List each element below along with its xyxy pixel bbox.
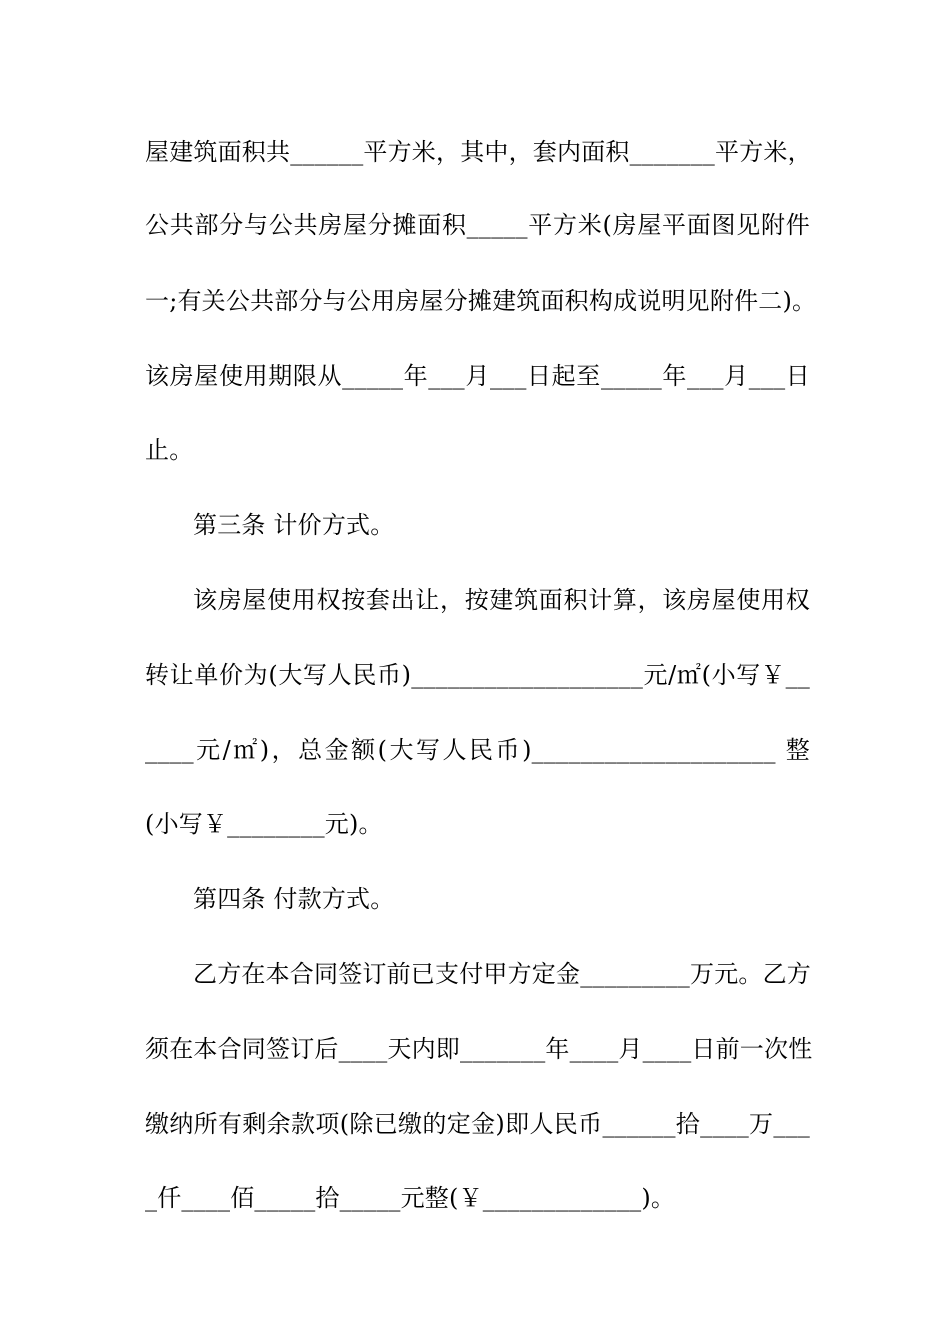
paragraph-line: 一;有关公共部分与公用房屋分摊建筑面积构成说明见附件二)。 <box>145 287 817 315</box>
paragraph-line: (小写￥________元)。 <box>145 810 383 838</box>
paragraph-line: _仟____佰_____拾_____元整(￥_____________)。 <box>145 1184 676 1212</box>
paragraph-line: 止。 <box>145 436 194 464</box>
paragraph-line: 公共部分与公共房屋分摊面积_____平方米(房屋平面图见附件 <box>145 211 810 239</box>
paragraph-line: 乙方在本合同签订前已支付甲方定金_________万元。乙方 <box>193 960 811 988</box>
section-heading: 第四条 付款方式。 <box>193 885 395 913</box>
paragraph-line: 屋建筑面积共______平方米，其中，套内面积_______平方米， <box>145 138 812 166</box>
paragraph-line: ____元/㎡)，总金额(大写人民币)____________________ 整 <box>145 736 810 764</box>
paragraph-line: 该房屋使用权按套出让，按建筑面积计算，该房屋使用权 <box>193 586 810 614</box>
paragraph-line: 缴纳所有剩余款项(除已缴的定金)即人民币______拾____万___ <box>145 1110 810 1138</box>
paragraph-line: 须在本合同签订后____天内即_______年____月____日前一次性 <box>145 1035 813 1063</box>
paragraph-line: 该房屋使用期限从_____年___月___日起至_____年___月___日 <box>145 362 810 390</box>
section-heading: 第三条 计价方式。 <box>193 511 395 539</box>
paragraph-line: 转让单价为(大写人民币)___________________元/㎡(小写￥__ <box>145 661 810 689</box>
